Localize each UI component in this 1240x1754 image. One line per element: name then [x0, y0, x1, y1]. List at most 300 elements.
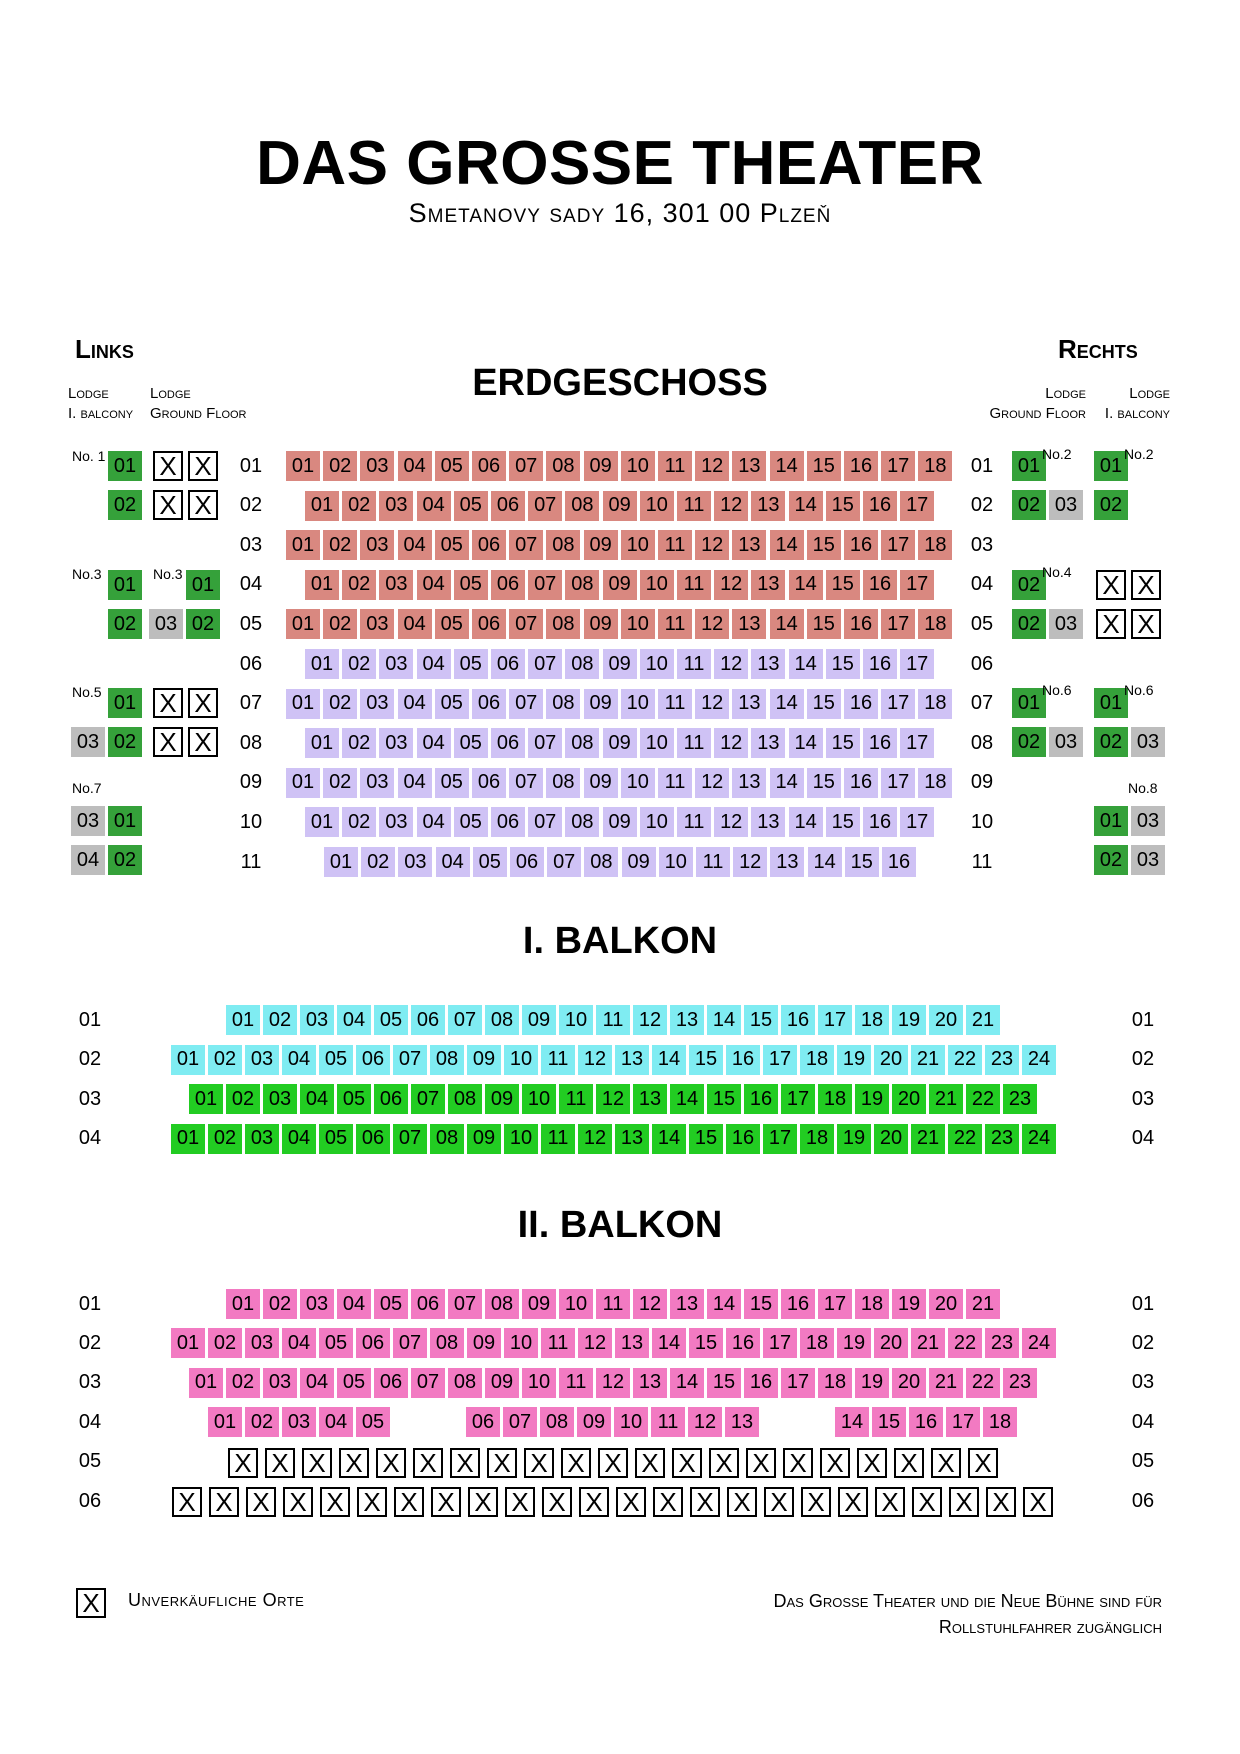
balcony2-seat[interactable]: 07	[448, 1289, 482, 1319]
ground-seat[interactable]: 09	[603, 570, 637, 600]
balcony1-seat[interactable]: 04	[282, 1045, 316, 1075]
balcony2-seat[interactable]: 17	[763, 1328, 797, 1358]
ground-seat[interactable]: 17	[881, 689, 915, 719]
ground-seat[interactable]: 03	[379, 649, 413, 679]
ground-seat[interactable]: 17	[900, 491, 934, 521]
ground-seat[interactable]: 18	[918, 768, 952, 798]
balcony2-seat[interactable]: 09	[485, 1368, 519, 1398]
ground-seat[interactable]: 18	[918, 530, 952, 560]
ground-seat[interactable]: 06	[491, 649, 525, 679]
balcony1-seat[interactable]: 12	[578, 1045, 612, 1075]
balcony1-seat[interactable]: 05	[319, 1045, 353, 1075]
balcony1-seat[interactable]: 24	[1022, 1124, 1056, 1154]
balcony2-seat[interactable]: 20	[874, 1328, 908, 1358]
ground-seat[interactable]: 17	[900, 807, 934, 837]
ground-seat[interactable]: 02	[323, 609, 357, 639]
ground-seat[interactable]: 13	[732, 689, 766, 719]
ground-seat[interactable]: 10	[621, 689, 655, 719]
ground-seat[interactable]: 07	[509, 689, 543, 719]
balcony2-seat[interactable]: 02	[208, 1328, 242, 1358]
balcony2-seat[interactable]: 03	[245, 1328, 279, 1358]
balcony2-seat[interactable]: 21	[929, 1368, 963, 1398]
balcony2-seat[interactable]: 17	[781, 1368, 815, 1398]
balcony2-seat[interactable]: 11	[651, 1407, 685, 1437]
balcony1-seat[interactable]: 02	[226, 1084, 260, 1114]
balcony1-seat[interactable]: 14	[670, 1084, 704, 1114]
ground-seat[interactable]: 03	[398, 847, 432, 877]
ground-seat[interactable]: 12	[714, 491, 748, 521]
lodge-seat[interactable]: 02	[108, 845, 142, 875]
balcony2-seat[interactable]: 18	[818, 1368, 852, 1398]
ground-seat[interactable]: 06	[472, 530, 506, 560]
ground-seat[interactable]: 04	[398, 451, 432, 481]
balcony1-seat[interactable]: 12	[578, 1124, 612, 1154]
ground-seat[interactable]: 10	[621, 768, 655, 798]
lodge-seat[interactable]: 01	[186, 570, 220, 600]
balcony1-seat[interactable]: 04	[282, 1124, 316, 1154]
ground-seat[interactable]: 03	[360, 689, 394, 719]
lodge-seat[interactable]: 01	[108, 570, 142, 600]
balcony2-seat[interactable]: 13	[615, 1328, 649, 1358]
ground-seat[interactable]: 11	[696, 847, 730, 877]
balcony2-seat[interactable]: 16	[781, 1289, 815, 1319]
balcony1-seat[interactable]: 01	[171, 1124, 205, 1154]
ground-seat[interactable]: 16	[863, 570, 897, 600]
balcony2-seat[interactable]: 08	[430, 1328, 464, 1358]
ground-seat[interactable]: 12	[714, 728, 748, 758]
balcony1-seat[interactable]: 16	[726, 1124, 760, 1154]
balcony2-seat[interactable]: 23	[1003, 1368, 1037, 1398]
balcony1-seat[interactable]: 05	[374, 1005, 408, 1035]
ground-seat[interactable]: 11	[658, 609, 692, 639]
ground-seat[interactable]: 02	[342, 807, 376, 837]
balcony2-seat[interactable]: 06	[374, 1368, 408, 1398]
ground-seat[interactable]: 01	[286, 530, 320, 560]
balcony2-seat[interactable]: 09	[522, 1289, 556, 1319]
ground-seat[interactable]: 02	[342, 728, 376, 758]
ground-seat[interactable]: 02	[342, 570, 376, 600]
ground-seat[interactable]: 09	[603, 491, 637, 521]
balcony2-seat[interactable]: 01	[226, 1289, 260, 1319]
ground-seat[interactable]: 13	[751, 728, 785, 758]
balcony2-seat[interactable]: 05	[356, 1407, 390, 1437]
ground-seat[interactable]: 13	[732, 530, 766, 560]
ground-seat[interactable]: 09	[603, 728, 637, 758]
balcony2-seat[interactable]: 20	[892, 1368, 926, 1398]
balcony2-seat[interactable]: 09	[467, 1328, 501, 1358]
balcony2-seat[interactable]: 03	[300, 1289, 334, 1319]
balcony2-seat[interactable]: 04	[300, 1368, 334, 1398]
ground-seat[interactable]: 02	[323, 530, 357, 560]
ground-seat[interactable]: 08	[565, 807, 599, 837]
balcony1-seat[interactable]: 20	[929, 1005, 963, 1035]
balcony1-seat[interactable]: 22	[948, 1124, 982, 1154]
balcony2-seat[interactable]: 14	[707, 1289, 741, 1319]
balcony2-seat[interactable]: 04	[337, 1289, 371, 1319]
ground-seat[interactable]: 14	[789, 491, 823, 521]
ground-seat[interactable]: 11	[677, 728, 711, 758]
balcony2-seat[interactable]: 11	[596, 1289, 630, 1319]
ground-seat[interactable]: 17	[900, 649, 934, 679]
ground-seat[interactable]: 10	[640, 807, 674, 837]
ground-seat[interactable]: 08	[565, 649, 599, 679]
ground-seat[interactable]: 16	[863, 807, 897, 837]
ground-seat[interactable]: 09	[603, 807, 637, 837]
ground-seat[interactable]: 05	[435, 530, 469, 560]
ground-seat[interactable]: 05	[435, 689, 469, 719]
ground-seat[interactable]: 08	[546, 689, 580, 719]
balcony2-seat[interactable]: 04	[319, 1407, 353, 1437]
ground-seat[interactable]: 16	[844, 689, 878, 719]
ground-seat[interactable]: 11	[658, 530, 692, 560]
ground-seat[interactable]: 09	[584, 689, 618, 719]
ground-seat[interactable]: 15	[807, 768, 841, 798]
ground-seat[interactable]: 13	[751, 491, 785, 521]
balcony1-seat[interactable]: 13	[633, 1084, 667, 1114]
balcony1-seat[interactable]: 11	[541, 1124, 575, 1154]
lodge-seat[interactable]: 04	[71, 845, 105, 875]
lodge-seat[interactable]: 01	[108, 806, 142, 836]
ground-seat[interactable]: 10	[640, 649, 674, 679]
ground-seat[interactable]: 05	[454, 649, 488, 679]
ground-seat[interactable]: 13	[751, 570, 785, 600]
balcony2-seat[interactable]: 15	[689, 1328, 723, 1358]
balcony1-seat[interactable]: 10	[504, 1124, 538, 1154]
lodge-seat[interactable]: 01	[1094, 806, 1128, 836]
balcony1-seat[interactable]: 02	[263, 1005, 297, 1035]
ground-seat[interactable]: 02	[323, 689, 357, 719]
ground-seat[interactable]: 06	[491, 728, 525, 758]
balcony1-seat[interactable]: 08	[448, 1084, 482, 1114]
balcony1-seat[interactable]: 17	[781, 1084, 815, 1114]
ground-seat[interactable]: 15	[807, 689, 841, 719]
ground-seat[interactable]: 10	[621, 530, 655, 560]
ground-seat[interactable]: 18	[918, 609, 952, 639]
balcony2-seat[interactable]: 08	[485, 1289, 519, 1319]
ground-seat[interactable]: 15	[826, 570, 860, 600]
balcony2-seat[interactable]: 18	[983, 1407, 1017, 1437]
balcony1-seat[interactable]: 24	[1022, 1045, 1056, 1075]
ground-seat[interactable]: 04	[436, 847, 470, 877]
ground-seat[interactable]: 14	[789, 570, 823, 600]
balcony2-seat[interactable]: 02	[245, 1407, 279, 1437]
lodge-seat[interactable]: 01	[108, 451, 142, 481]
balcony1-seat[interactable]: 21	[911, 1124, 945, 1154]
balcony2-seat[interactable]: 03	[282, 1407, 316, 1437]
ground-seat[interactable]: 06	[510, 847, 544, 877]
ground-seat[interactable]: 09	[584, 609, 618, 639]
balcony1-seat[interactable]: 21	[929, 1084, 963, 1114]
ground-seat[interactable]: 08	[546, 768, 580, 798]
balcony1-seat[interactable]: 09	[467, 1045, 501, 1075]
balcony1-seat[interactable]: 22	[948, 1045, 982, 1075]
balcony1-seat[interactable]: 03	[263, 1084, 297, 1114]
balcony2-seat[interactable]: 01	[171, 1328, 205, 1358]
ground-seat[interactable]: 07	[509, 768, 543, 798]
ground-seat[interactable]: 05	[435, 609, 469, 639]
balcony2-seat[interactable]: 12	[633, 1289, 667, 1319]
balcony2-seat[interactable]: 10	[504, 1328, 538, 1358]
ground-seat[interactable]: 14	[789, 807, 823, 837]
balcony2-seat[interactable]: 08	[540, 1407, 574, 1437]
balcony1-seat[interactable]: 09	[522, 1005, 556, 1035]
ground-seat[interactable]: 06	[472, 768, 506, 798]
balcony1-seat[interactable]: 20	[874, 1124, 908, 1154]
balcony2-seat[interactable]: 19	[892, 1289, 926, 1319]
balcony2-seat[interactable]: 22	[948, 1328, 982, 1358]
balcony1-seat[interactable]: 15	[689, 1124, 723, 1154]
balcony1-seat[interactable]: 21	[966, 1005, 1000, 1035]
ground-seat[interactable]: 16	[844, 609, 878, 639]
balcony1-seat[interactable]: 04	[300, 1084, 334, 1114]
ground-seat[interactable]: 07	[528, 728, 562, 758]
lodge-seat[interactable]: 02	[1012, 570, 1046, 600]
ground-seat[interactable]: 05	[473, 847, 507, 877]
ground-seat[interactable]: 17	[881, 530, 915, 560]
ground-seat[interactable]: 06	[491, 807, 525, 837]
balcony1-seat[interactable]: 10	[559, 1005, 593, 1035]
ground-seat[interactable]: 01	[286, 768, 320, 798]
ground-seat[interactable]: 01	[305, 807, 339, 837]
balcony2-seat[interactable]: 17	[946, 1407, 980, 1437]
lodge-seat[interactable]: 03	[1131, 845, 1165, 875]
ground-seat[interactable]: 04	[417, 649, 451, 679]
balcony2-seat[interactable]: 13	[725, 1407, 759, 1437]
ground-seat[interactable]: 10	[640, 728, 674, 758]
balcony1-seat[interactable]: 23	[985, 1124, 1019, 1154]
balcony1-seat[interactable]: 20	[892, 1084, 926, 1114]
balcony2-seat[interactable]: 23	[985, 1328, 1019, 1358]
lodge-seat[interactable]: 01	[1094, 451, 1128, 481]
balcony2-seat[interactable]: 15	[707, 1368, 741, 1398]
balcony2-seat[interactable]: 16	[744, 1368, 778, 1398]
ground-seat[interactable]: 12	[714, 649, 748, 679]
ground-seat[interactable]: 15	[826, 728, 860, 758]
lodge-seat[interactable]: 03	[1049, 609, 1083, 639]
ground-seat[interactable]: 13	[732, 451, 766, 481]
balcony2-seat[interactable]: 21	[966, 1289, 1000, 1319]
balcony1-seat[interactable]: 03	[300, 1005, 334, 1035]
ground-seat[interactable]: 06	[472, 609, 506, 639]
balcony2-seat[interactable]: 11	[541, 1328, 575, 1358]
ground-seat[interactable]: 14	[789, 728, 823, 758]
ground-seat[interactable]: 08	[584, 847, 618, 877]
ground-seat[interactable]: 09	[603, 649, 637, 679]
ground-seat[interactable]: 12	[695, 530, 729, 560]
lodge-seat[interactable]: 02	[1012, 490, 1046, 520]
ground-seat[interactable]: 03	[379, 807, 413, 837]
ground-seat[interactable]: 12	[695, 768, 729, 798]
balcony2-seat[interactable]: 05	[374, 1289, 408, 1319]
ground-seat[interactable]: 04	[398, 530, 432, 560]
balcony1-seat[interactable]: 18	[818, 1084, 852, 1114]
balcony2-seat[interactable]: 02	[263, 1289, 297, 1319]
balcony2-seat[interactable]: 10	[522, 1368, 556, 1398]
ground-seat[interactable]: 08	[546, 530, 580, 560]
ground-seat[interactable]: 17	[900, 570, 934, 600]
balcony1-seat[interactable]: 11	[596, 1005, 630, 1035]
balcony1-seat[interactable]: 21	[911, 1045, 945, 1075]
balcony2-seat[interactable]: 13	[633, 1368, 667, 1398]
balcony1-seat[interactable]: 19	[837, 1124, 871, 1154]
balcony2-seat[interactable]: 07	[393, 1328, 427, 1358]
balcony2-seat[interactable]: 10	[614, 1407, 648, 1437]
ground-seat[interactable]: 12	[714, 807, 748, 837]
ground-seat[interactable]: 05	[454, 491, 488, 521]
ground-seat[interactable]: 05	[454, 728, 488, 758]
ground-seat[interactable]: 04	[417, 491, 451, 521]
lodge-seat[interactable]: 02	[1012, 609, 1046, 639]
ground-seat[interactable]: 01	[286, 689, 320, 719]
ground-seat[interactable]: 01	[305, 649, 339, 679]
balcony1-seat[interactable]: 07	[393, 1124, 427, 1154]
balcony1-seat[interactable]: 12	[633, 1005, 667, 1035]
ground-seat[interactable]: 01	[305, 491, 339, 521]
balcony1-seat[interactable]: 16	[781, 1005, 815, 1035]
lodge-seat[interactable]: 03	[1131, 806, 1165, 836]
balcony1-seat[interactable]: 23	[985, 1045, 1019, 1075]
ground-seat[interactable]: 15	[845, 847, 879, 877]
ground-seat[interactable]: 03	[379, 491, 413, 521]
ground-seat[interactable]: 06	[472, 689, 506, 719]
ground-seat[interactable]: 04	[398, 609, 432, 639]
balcony1-seat[interactable]: 14	[707, 1005, 741, 1035]
ground-seat[interactable]: 12	[733, 847, 767, 877]
ground-seat[interactable]: 11	[677, 491, 711, 521]
balcony2-seat[interactable]: 16	[726, 1328, 760, 1358]
ground-seat[interactable]: 14	[770, 451, 804, 481]
balcony2-seat[interactable]: 01	[189, 1368, 223, 1398]
balcony2-seat[interactable]: 14	[652, 1328, 686, 1358]
ground-seat[interactable]: 10	[621, 451, 655, 481]
ground-seat[interactable]: 15	[807, 609, 841, 639]
balcony1-seat[interactable]: 15	[744, 1005, 778, 1035]
ground-seat[interactable]: 13	[732, 768, 766, 798]
balcony1-seat[interactable]: 08	[485, 1005, 519, 1035]
lodge-seat[interactable]: 02	[108, 727, 142, 757]
balcony2-seat[interactable]: 11	[559, 1368, 593, 1398]
ground-seat[interactable]: 15	[826, 807, 860, 837]
balcony1-seat[interactable]: 17	[818, 1005, 852, 1035]
balcony2-seat[interactable]: 19	[855, 1368, 889, 1398]
ground-seat[interactable]: 03	[360, 451, 394, 481]
ground-seat[interactable]: 02	[342, 491, 376, 521]
ground-seat[interactable]: 07	[547, 847, 581, 877]
balcony2-seat[interactable]: 07	[411, 1368, 445, 1398]
ground-seat[interactable]: 03	[360, 530, 394, 560]
balcony2-seat[interactable]: 09	[577, 1407, 611, 1437]
ground-seat[interactable]: 04	[417, 728, 451, 758]
ground-seat[interactable]: 07	[528, 807, 562, 837]
ground-seat[interactable]: 07	[528, 649, 562, 679]
lodge-seat[interactable]: 01	[108, 688, 142, 718]
balcony1-seat[interactable]: 23	[1003, 1084, 1037, 1114]
balcony1-seat[interactable]: 01	[171, 1045, 205, 1075]
ground-seat[interactable]: 18	[918, 451, 952, 481]
ground-seat[interactable]: 08	[565, 491, 599, 521]
balcony1-seat[interactable]: 11	[559, 1084, 593, 1114]
ground-seat[interactable]: 12	[714, 570, 748, 600]
ground-seat[interactable]: 14	[770, 609, 804, 639]
lodge-seat[interactable]: 02	[1094, 845, 1128, 875]
balcony1-seat[interactable]: 09	[467, 1124, 501, 1154]
ground-seat[interactable]: 17	[881, 451, 915, 481]
lodge-seat[interactable]: 01	[1094, 688, 1128, 718]
ground-seat[interactable]: 07	[509, 609, 543, 639]
ground-seat[interactable]: 08	[565, 570, 599, 600]
balcony2-seat[interactable]: 22	[966, 1368, 1000, 1398]
ground-seat[interactable]: 01	[305, 728, 339, 758]
balcony1-seat[interactable]: 01	[189, 1084, 223, 1114]
ground-seat[interactable]: 11	[677, 649, 711, 679]
balcony1-seat[interactable]: 14	[652, 1124, 686, 1154]
ground-seat[interactable]: 09	[584, 451, 618, 481]
balcony1-seat[interactable]: 17	[763, 1045, 797, 1075]
balcony2-seat[interactable]: 07	[503, 1407, 537, 1437]
balcony1-seat[interactable]: 19	[855, 1084, 889, 1114]
ground-seat[interactable]: 16	[863, 728, 897, 758]
ground-seat[interactable]: 13	[751, 807, 785, 837]
lodge-seat[interactable]: 03	[71, 727, 105, 757]
balcony2-seat[interactable]: 15	[744, 1289, 778, 1319]
lodge-seat[interactable]: 03	[1049, 490, 1083, 520]
balcony1-seat[interactable]: 13	[615, 1124, 649, 1154]
balcony2-seat[interactable]: 06	[466, 1407, 500, 1437]
ground-seat[interactable]: 08	[546, 451, 580, 481]
ground-seat[interactable]: 15	[826, 491, 860, 521]
ground-seat[interactable]: 15	[807, 451, 841, 481]
ground-seat[interactable]: 16	[882, 847, 916, 877]
ground-seat[interactable]: 12	[695, 451, 729, 481]
balcony1-seat[interactable]: 15	[689, 1045, 723, 1075]
balcony2-seat[interactable]: 05	[319, 1328, 353, 1358]
lodge-seat[interactable]: 03	[1131, 727, 1165, 757]
ground-seat[interactable]: 02	[323, 768, 357, 798]
ground-seat[interactable]: 14	[789, 649, 823, 679]
balcony2-seat[interactable]: 14	[835, 1407, 869, 1437]
ground-seat[interactable]: 13	[770, 847, 804, 877]
balcony2-seat[interactable]: 13	[670, 1289, 704, 1319]
ground-seat[interactable]: 14	[770, 689, 804, 719]
lodge-seat[interactable]: 02	[1012, 727, 1046, 757]
ground-seat[interactable]: 17	[881, 609, 915, 639]
ground-seat[interactable]: 14	[770, 768, 804, 798]
balcony2-seat[interactable]: 12	[578, 1328, 612, 1358]
ground-seat[interactable]: 16	[844, 530, 878, 560]
ground-seat[interactable]: 06	[491, 491, 525, 521]
balcony1-seat[interactable]: 17	[763, 1124, 797, 1154]
ground-seat[interactable]: 16	[844, 451, 878, 481]
ground-seat[interactable]: 01	[286, 451, 320, 481]
lodge-seat[interactable]: 02	[108, 609, 142, 639]
ground-seat[interactable]: 11	[658, 451, 692, 481]
balcony1-seat[interactable]: 18	[855, 1005, 889, 1035]
ground-seat[interactable]: 05	[435, 451, 469, 481]
ground-seat[interactable]: 09	[584, 768, 618, 798]
balcony1-seat[interactable]: 12	[596, 1084, 630, 1114]
balcony2-seat[interactable]: 08	[448, 1368, 482, 1398]
balcony1-seat[interactable]: 09	[485, 1084, 519, 1114]
balcony2-seat[interactable]: 05	[337, 1368, 371, 1398]
balcony1-seat[interactable]: 07	[393, 1045, 427, 1075]
balcony2-seat[interactable]: 02	[226, 1368, 260, 1398]
ground-seat[interactable]: 03	[360, 609, 394, 639]
balcony2-seat[interactable]: 04	[282, 1328, 316, 1358]
balcony1-seat[interactable]: 20	[874, 1045, 908, 1075]
ground-seat[interactable]: 10	[640, 570, 674, 600]
lodge-seat[interactable]: 03	[71, 806, 105, 836]
balcony2-seat[interactable]: 12	[688, 1407, 722, 1437]
